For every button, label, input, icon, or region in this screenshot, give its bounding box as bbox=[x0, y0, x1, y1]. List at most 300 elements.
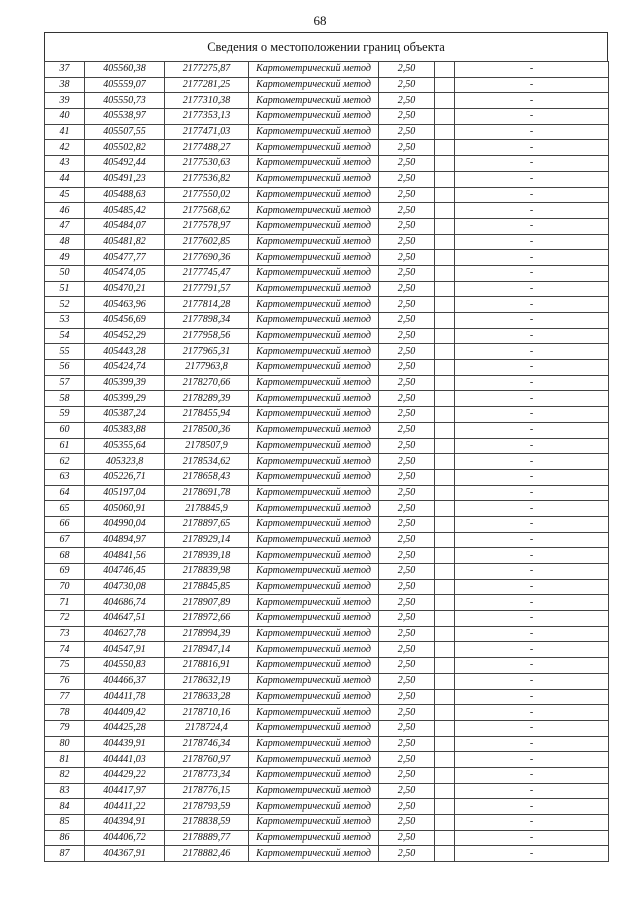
blank-cell-cell bbox=[435, 752, 455, 768]
point-number-cell: 46 bbox=[45, 203, 85, 219]
method-cell: Картометрический метод bbox=[249, 548, 379, 564]
method-cell: Картометрический метод bbox=[249, 469, 379, 485]
method-cell: Картометрический метод bbox=[249, 265, 379, 281]
blank-cell-cell bbox=[435, 830, 455, 846]
table-row bbox=[45, 407, 609, 423]
blank-cell-cell bbox=[435, 328, 455, 344]
y-coordinate-cell: 2177898,34 bbox=[165, 313, 249, 329]
method-cell: Картометрический метод bbox=[249, 62, 379, 78]
table-row bbox=[45, 767, 609, 783]
description-cell: - bbox=[455, 375, 609, 391]
description-cell: - bbox=[455, 93, 609, 109]
x-coordinate-cell: 404686,74 bbox=[85, 595, 165, 611]
method-cell: Картометрический метод bbox=[249, 422, 379, 438]
y-coordinate-cell: 2177353,13 bbox=[165, 109, 249, 125]
description-cell: - bbox=[455, 140, 609, 156]
x-coordinate-cell: 405060,91 bbox=[85, 501, 165, 517]
blank-cell-cell bbox=[435, 375, 455, 391]
y-coordinate-cell: 2178270,66 bbox=[165, 375, 249, 391]
blank-cell-cell bbox=[435, 579, 455, 595]
description-cell: - bbox=[455, 783, 609, 799]
description-cell: - bbox=[455, 360, 609, 376]
blank-cell-cell bbox=[435, 564, 455, 580]
blank-cell-cell bbox=[435, 360, 455, 376]
y-coordinate-cell: 2177958,56 bbox=[165, 328, 249, 344]
accuracy-cell: 2,50 bbox=[379, 140, 435, 156]
point-number-cell: 85 bbox=[45, 815, 85, 831]
description-cell: - bbox=[455, 297, 609, 313]
method-cell: Картометрический метод bbox=[249, 140, 379, 156]
method-cell: Картометрический метод bbox=[249, 438, 379, 454]
table-row bbox=[45, 391, 609, 407]
accuracy-cell: 2,50 bbox=[379, 846, 435, 862]
accuracy-cell: 2,50 bbox=[379, 564, 435, 580]
table-row bbox=[45, 281, 609, 297]
x-coordinate-cell: 405481,82 bbox=[85, 234, 165, 250]
description-cell: - bbox=[455, 595, 609, 611]
accuracy-cell: 2,50 bbox=[379, 595, 435, 611]
accuracy-cell: 2,50 bbox=[379, 297, 435, 313]
point-number-cell: 76 bbox=[45, 673, 85, 689]
y-coordinate-cell: 2178939,18 bbox=[165, 548, 249, 564]
x-coordinate-cell: 405470,21 bbox=[85, 281, 165, 297]
blank-cell-cell bbox=[435, 548, 455, 564]
accuracy-cell: 2,50 bbox=[379, 422, 435, 438]
y-coordinate-cell: 2178972,66 bbox=[165, 611, 249, 627]
point-number-cell: 59 bbox=[45, 407, 85, 423]
method-cell: Картометрический метод bbox=[249, 328, 379, 344]
method-cell: Картометрический метод bbox=[249, 815, 379, 831]
blank-cell-cell bbox=[435, 203, 455, 219]
blank-cell-cell bbox=[435, 642, 455, 658]
description-cell: - bbox=[455, 579, 609, 595]
y-coordinate-cell: 2178534,62 bbox=[165, 454, 249, 470]
accuracy-cell: 2,50 bbox=[379, 77, 435, 93]
method-cell: Картометрический метод bbox=[249, 830, 379, 846]
x-coordinate-cell: 404746,45 bbox=[85, 564, 165, 580]
y-coordinate-cell: 2177310,38 bbox=[165, 93, 249, 109]
blank-cell-cell bbox=[435, 297, 455, 313]
y-coordinate-cell: 2178633,28 bbox=[165, 689, 249, 705]
point-number-cell: 70 bbox=[45, 579, 85, 595]
method-cell: Картометрический метод bbox=[249, 642, 379, 658]
x-coordinate-cell: 405550,73 bbox=[85, 93, 165, 109]
blank-cell-cell bbox=[435, 187, 455, 203]
description-cell: - bbox=[455, 187, 609, 203]
point-number-cell: 77 bbox=[45, 689, 85, 705]
y-coordinate-cell: 2178760,97 bbox=[165, 752, 249, 768]
point-number-cell: 56 bbox=[45, 360, 85, 376]
accuracy-cell: 2,50 bbox=[379, 720, 435, 736]
method-cell: Картометрический метод bbox=[249, 218, 379, 234]
table-row bbox=[45, 438, 609, 454]
point-number-cell: 82 bbox=[45, 767, 85, 783]
method-cell: Картометрический метод bbox=[249, 626, 379, 642]
description-cell: - bbox=[455, 532, 609, 548]
x-coordinate-cell: 404647,51 bbox=[85, 611, 165, 627]
blank-cell-cell bbox=[435, 265, 455, 281]
blank-cell-cell bbox=[435, 62, 455, 78]
table-row bbox=[45, 705, 609, 721]
y-coordinate-cell: 2178882,46 bbox=[165, 846, 249, 862]
blank-cell-cell bbox=[435, 783, 455, 799]
y-coordinate-cell: 2177488,27 bbox=[165, 140, 249, 156]
table-row bbox=[45, 77, 609, 93]
description-cell: - bbox=[455, 265, 609, 281]
method-cell: Картометрический метод bbox=[249, 705, 379, 721]
description-cell: - bbox=[455, 156, 609, 172]
method-cell: Картометрический метод bbox=[249, 77, 379, 93]
description-cell: - bbox=[455, 658, 609, 674]
table-row bbox=[45, 344, 609, 360]
description-cell: - bbox=[455, 752, 609, 768]
blank-cell-cell bbox=[435, 705, 455, 721]
table-row bbox=[45, 93, 609, 109]
y-coordinate-cell: 2177965,31 bbox=[165, 344, 249, 360]
blank-cell-cell bbox=[435, 469, 455, 485]
description-cell: - bbox=[455, 62, 609, 78]
y-coordinate-cell: 2178507,9 bbox=[165, 438, 249, 454]
y-coordinate-cell: 2177578,97 bbox=[165, 218, 249, 234]
x-coordinate-cell: 404406,72 bbox=[85, 830, 165, 846]
description-cell: - bbox=[455, 830, 609, 846]
point-number-cell: 40 bbox=[45, 109, 85, 125]
table-row bbox=[45, 846, 609, 862]
accuracy-cell: 2,50 bbox=[379, 62, 435, 78]
point-number-cell: 52 bbox=[45, 297, 85, 313]
method-cell: Картометрический метод bbox=[249, 767, 379, 783]
method-cell: Картометрический метод bbox=[249, 124, 379, 140]
x-coordinate-cell: 404394,91 bbox=[85, 815, 165, 831]
point-number-cell: 53 bbox=[45, 313, 85, 329]
table-body bbox=[45, 62, 609, 862]
y-coordinate-cell: 2177471,03 bbox=[165, 124, 249, 140]
accuracy-cell: 2,50 bbox=[379, 767, 435, 783]
blank-cell-cell bbox=[435, 438, 455, 454]
table-row bbox=[45, 313, 609, 329]
point-number-cell: 68 bbox=[45, 548, 85, 564]
table-row bbox=[45, 485, 609, 501]
y-coordinate-cell: 2178839,98 bbox=[165, 564, 249, 580]
blank-cell-cell bbox=[435, 77, 455, 93]
accuracy-cell: 2,50 bbox=[379, 234, 435, 250]
table-row bbox=[45, 626, 609, 642]
point-number-cell: 79 bbox=[45, 720, 85, 736]
blank-cell-cell bbox=[435, 422, 455, 438]
x-coordinate-cell: 405538,97 bbox=[85, 109, 165, 125]
description-cell: - bbox=[455, 815, 609, 831]
table-row bbox=[45, 124, 609, 140]
blank-cell-cell bbox=[435, 673, 455, 689]
method-cell: Картометрический метод bbox=[249, 281, 379, 297]
point-number-cell: 37 bbox=[45, 62, 85, 78]
y-coordinate-cell: 2177814,28 bbox=[165, 297, 249, 313]
description-cell: - bbox=[455, 124, 609, 140]
table-row bbox=[45, 140, 609, 156]
description-cell: - bbox=[455, 77, 609, 93]
blank-cell-cell bbox=[435, 767, 455, 783]
method-cell: Картометрический метод bbox=[249, 407, 379, 423]
description-cell: - bbox=[455, 548, 609, 564]
x-coordinate-cell: 405560,38 bbox=[85, 62, 165, 78]
x-coordinate-cell: 404429,22 bbox=[85, 767, 165, 783]
blank-cell-cell bbox=[435, 234, 455, 250]
y-coordinate-cell: 2178947,14 bbox=[165, 642, 249, 658]
blank-cell-cell bbox=[435, 140, 455, 156]
table-row bbox=[45, 720, 609, 736]
x-coordinate-cell: 405197,04 bbox=[85, 485, 165, 501]
blank-cell-cell bbox=[435, 281, 455, 297]
description-cell: - bbox=[455, 328, 609, 344]
x-coordinate-cell: 405424,74 bbox=[85, 360, 165, 376]
table-row bbox=[45, 375, 609, 391]
y-coordinate-cell: 2178838,59 bbox=[165, 815, 249, 831]
accuracy-cell: 2,50 bbox=[379, 799, 435, 815]
blank-cell-cell bbox=[435, 626, 455, 642]
accuracy-cell: 2,50 bbox=[379, 344, 435, 360]
accuracy-cell: 2,50 bbox=[379, 815, 435, 831]
x-coordinate-cell: 404411,22 bbox=[85, 799, 165, 815]
point-number-cell: 62 bbox=[45, 454, 85, 470]
x-coordinate-cell: 404411,78 bbox=[85, 689, 165, 705]
table-row bbox=[45, 516, 609, 532]
y-coordinate-cell: 2178724,4 bbox=[165, 720, 249, 736]
blank-cell-cell bbox=[435, 156, 455, 172]
x-coordinate-cell: 405488,63 bbox=[85, 187, 165, 203]
x-coordinate-cell: 405492,44 bbox=[85, 156, 165, 172]
x-coordinate-cell: 405474,05 bbox=[85, 265, 165, 281]
accuracy-cell: 2,50 bbox=[379, 124, 435, 140]
method-cell: Картометрический метод bbox=[249, 736, 379, 752]
description-cell: - bbox=[455, 626, 609, 642]
accuracy-cell: 2,50 bbox=[379, 485, 435, 501]
description-cell: - bbox=[455, 705, 609, 721]
y-coordinate-cell: 2177281,25 bbox=[165, 77, 249, 93]
y-coordinate-cell: 2178845,9 bbox=[165, 501, 249, 517]
x-coordinate-cell: 405452,29 bbox=[85, 328, 165, 344]
point-number-cell: 54 bbox=[45, 328, 85, 344]
x-coordinate-cell: 404730,08 bbox=[85, 579, 165, 595]
method-cell: Картометрический метод bbox=[249, 187, 379, 203]
point-number-cell: 71 bbox=[45, 595, 85, 611]
table-row bbox=[45, 328, 609, 344]
table-row bbox=[45, 156, 609, 172]
blank-cell-cell bbox=[435, 658, 455, 674]
y-coordinate-cell: 2177275,87 bbox=[165, 62, 249, 78]
point-number-cell: 60 bbox=[45, 422, 85, 438]
method-cell: Картометрический метод bbox=[249, 783, 379, 799]
point-number-cell: 73 bbox=[45, 626, 85, 642]
accuracy-cell: 2,50 bbox=[379, 156, 435, 172]
x-coordinate-cell: 405226,71 bbox=[85, 469, 165, 485]
blank-cell-cell bbox=[435, 454, 455, 470]
y-coordinate-cell: 2177791,57 bbox=[165, 281, 249, 297]
accuracy-cell: 2,50 bbox=[379, 407, 435, 423]
accuracy-cell: 2,50 bbox=[379, 203, 435, 219]
accuracy-cell: 2,50 bbox=[379, 705, 435, 721]
x-coordinate-cell: 404425,28 bbox=[85, 720, 165, 736]
accuracy-cell: 2,50 bbox=[379, 469, 435, 485]
accuracy-cell: 2,50 bbox=[379, 783, 435, 799]
table-row bbox=[45, 203, 609, 219]
table-row bbox=[45, 501, 609, 517]
description-cell: - bbox=[455, 799, 609, 815]
y-coordinate-cell: 2177568,62 bbox=[165, 203, 249, 219]
table-row bbox=[45, 799, 609, 815]
accuracy-cell: 2,50 bbox=[379, 375, 435, 391]
point-number-cell: 57 bbox=[45, 375, 85, 391]
point-number-cell: 74 bbox=[45, 642, 85, 658]
description-cell: - bbox=[455, 516, 609, 532]
method-cell: Картометрический метод bbox=[249, 344, 379, 360]
method-cell: Картометрический метод bbox=[249, 611, 379, 627]
y-coordinate-cell: 2178897,65 bbox=[165, 516, 249, 532]
blank-cell-cell bbox=[435, 516, 455, 532]
description-cell: - bbox=[455, 611, 609, 627]
method-cell: Картометрический метод bbox=[249, 250, 379, 266]
description-cell: - bbox=[455, 736, 609, 752]
blank-cell-cell bbox=[435, 501, 455, 517]
x-coordinate-cell: 404894,97 bbox=[85, 532, 165, 548]
blank-cell-cell bbox=[435, 93, 455, 109]
y-coordinate-cell: 2178746,34 bbox=[165, 736, 249, 752]
x-coordinate-cell: 404466,37 bbox=[85, 673, 165, 689]
table-row bbox=[45, 532, 609, 548]
description-cell: - bbox=[455, 234, 609, 250]
table-row bbox=[45, 469, 609, 485]
boundary-points-table bbox=[44, 61, 609, 862]
table-row bbox=[45, 736, 609, 752]
y-coordinate-cell: 2178889,77 bbox=[165, 830, 249, 846]
blank-cell-cell bbox=[435, 313, 455, 329]
x-coordinate-cell: 404841,56 bbox=[85, 548, 165, 564]
y-coordinate-cell: 2177536,82 bbox=[165, 171, 249, 187]
x-coordinate-cell: 405477,77 bbox=[85, 250, 165, 266]
y-coordinate-cell: 2177602,85 bbox=[165, 234, 249, 250]
x-coordinate-cell: 405456,69 bbox=[85, 313, 165, 329]
blank-cell-cell bbox=[435, 171, 455, 187]
x-coordinate-cell: 405463,96 bbox=[85, 297, 165, 313]
method-cell: Картометрический метод bbox=[249, 752, 379, 768]
description-cell: - bbox=[455, 673, 609, 689]
table-row bbox=[45, 830, 609, 846]
method-cell: Картометрический метод bbox=[249, 658, 379, 674]
description-cell: - bbox=[455, 642, 609, 658]
point-number-cell: 39 bbox=[45, 93, 85, 109]
boundary-table-container bbox=[44, 32, 608, 862]
point-number-cell: 81 bbox=[45, 752, 85, 768]
table-row bbox=[45, 62, 609, 78]
point-number-cell: 66 bbox=[45, 516, 85, 532]
accuracy-cell: 2,50 bbox=[379, 281, 435, 297]
method-cell: Картометрический метод bbox=[249, 579, 379, 595]
description-cell: - bbox=[455, 501, 609, 517]
table-row bbox=[45, 454, 609, 470]
accuracy-cell: 2,50 bbox=[379, 548, 435, 564]
point-number-cell: 49 bbox=[45, 250, 85, 266]
blank-cell-cell bbox=[435, 736, 455, 752]
accuracy-cell: 2,50 bbox=[379, 250, 435, 266]
point-number-cell: 44 bbox=[45, 171, 85, 187]
method-cell: Картометрический метод bbox=[249, 595, 379, 611]
description-cell: - bbox=[455, 313, 609, 329]
point-number-cell: 64 bbox=[45, 485, 85, 501]
point-number-cell: 48 bbox=[45, 234, 85, 250]
table-title: Сведения о местоположении границ объекта bbox=[44, 32, 608, 61]
description-cell: - bbox=[455, 564, 609, 580]
accuracy-cell: 2,50 bbox=[379, 391, 435, 407]
x-coordinate-cell: 405443,28 bbox=[85, 344, 165, 360]
x-coordinate-cell: 405559,07 bbox=[85, 77, 165, 93]
table-row bbox=[45, 658, 609, 674]
description-cell: - bbox=[455, 218, 609, 234]
table-row bbox=[45, 595, 609, 611]
description-cell: - bbox=[455, 846, 609, 862]
point-number-cell: 61 bbox=[45, 438, 85, 454]
table-row bbox=[45, 218, 609, 234]
x-coordinate-cell: 405484,07 bbox=[85, 218, 165, 234]
method-cell: Картометрический метод bbox=[249, 313, 379, 329]
table-row bbox=[45, 689, 609, 705]
y-coordinate-cell: 2178994,39 bbox=[165, 626, 249, 642]
description-cell: - bbox=[455, 250, 609, 266]
method-cell: Картометрический метод bbox=[249, 689, 379, 705]
table-row bbox=[45, 611, 609, 627]
accuracy-cell: 2,50 bbox=[379, 93, 435, 109]
y-coordinate-cell: 2178816,91 bbox=[165, 658, 249, 674]
method-cell: Картометрический метод bbox=[249, 156, 379, 172]
table-row bbox=[45, 548, 609, 564]
point-number-cell: 50 bbox=[45, 265, 85, 281]
blank-cell-cell bbox=[435, 846, 455, 862]
accuracy-cell: 2,50 bbox=[379, 109, 435, 125]
blank-cell-cell bbox=[435, 109, 455, 125]
y-coordinate-cell: 2178773,34 bbox=[165, 767, 249, 783]
method-cell: Картометрический метод bbox=[249, 93, 379, 109]
point-number-cell: 58 bbox=[45, 391, 85, 407]
method-cell: Картометрический метод bbox=[249, 564, 379, 580]
description-cell: - bbox=[455, 391, 609, 407]
x-coordinate-cell: 404367,91 bbox=[85, 846, 165, 862]
description-cell: - bbox=[455, 422, 609, 438]
blank-cell-cell bbox=[435, 485, 455, 501]
accuracy-cell: 2,50 bbox=[379, 658, 435, 674]
x-coordinate-cell: 404547,91 bbox=[85, 642, 165, 658]
method-cell: Картометрический метод bbox=[249, 720, 379, 736]
accuracy-cell: 2,50 bbox=[379, 171, 435, 187]
description-cell: - bbox=[455, 438, 609, 454]
blank-cell-cell bbox=[435, 595, 455, 611]
point-number-cell: 42 bbox=[45, 140, 85, 156]
x-coordinate-cell: 405491,23 bbox=[85, 171, 165, 187]
method-cell: Картометрический метод bbox=[249, 360, 379, 376]
table-row bbox=[45, 422, 609, 438]
x-coordinate-cell: 404439,91 bbox=[85, 736, 165, 752]
point-number-cell: 72 bbox=[45, 611, 85, 627]
x-coordinate-cell: 404550,83 bbox=[85, 658, 165, 674]
y-coordinate-cell: 2178710,16 bbox=[165, 705, 249, 721]
accuracy-cell: 2,50 bbox=[379, 360, 435, 376]
accuracy-cell: 2,50 bbox=[379, 830, 435, 846]
point-number-cell: 80 bbox=[45, 736, 85, 752]
accuracy-cell: 2,50 bbox=[379, 313, 435, 329]
point-number-cell: 67 bbox=[45, 532, 85, 548]
point-number-cell: 86 bbox=[45, 830, 85, 846]
blank-cell-cell bbox=[435, 218, 455, 234]
blank-cell-cell bbox=[435, 720, 455, 736]
x-coordinate-cell: 405399,39 bbox=[85, 375, 165, 391]
method-cell: Картометрический метод bbox=[249, 171, 379, 187]
